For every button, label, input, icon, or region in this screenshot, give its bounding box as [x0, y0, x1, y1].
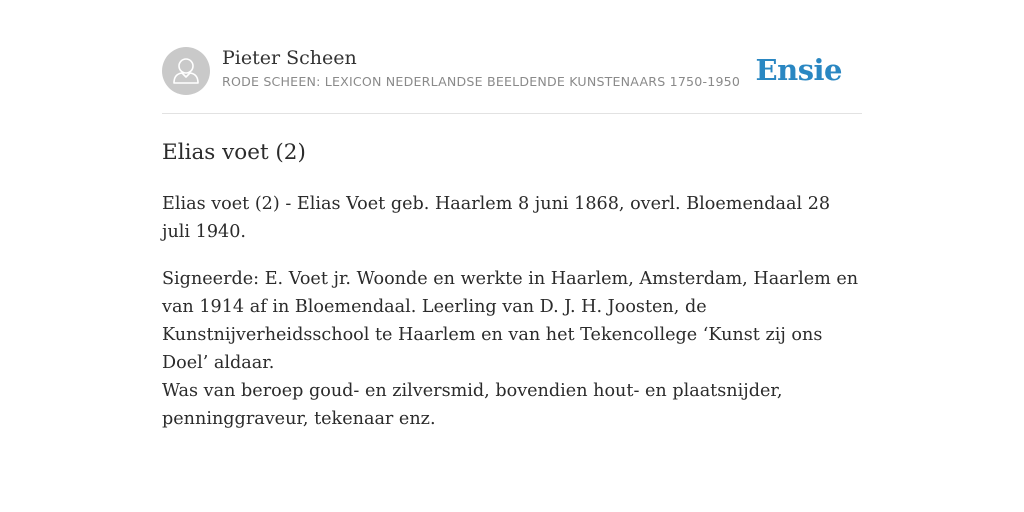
user-avatar-icon[interactable]	[162, 47, 210, 95]
header-divider	[162, 113, 862, 114]
source-name-link[interactable]: RODE SCHEEN: LEXICON NEDERLANDSE BEELDENDE KUNSTENAARS 1750-1950	[222, 74, 741, 89]
article-card	[162, 0, 862, 512]
ensie-logo[interactable]: Ensie	[755, 53, 842, 87]
article-paragraph: Signeerde: E. Voet jr. Woonde en werkte in Haarlem, Amsterdam, Haarlem en van 1914 af in Bloemendaal. Leerling van D. J. H. Joosten, de Kunstnijverheidsschool te Haarlem en van het Tekencollege ‘Kunst zij ons Doel’ aldaar.	[162, 269, 859, 373]
author-header	[162, 46, 862, 96]
article-title: Elias voet (2)	[162, 140, 306, 165]
article-paragraph: Was van beroep goud- en zilversmid, bovendien hout- en plaatsnijder, penninggraveur, tekenaar enz.	[162, 381, 783, 429]
article-paragraph: Elias voet (2) - Elias Voet geb. Haarlem 8 juni 1868, overl. Bloemendaal 28 juli 1940.	[162, 194, 831, 242]
user-silhouette-icon	[162, 47, 210, 95]
author-name-link[interactable]: Pieter Scheen	[222, 47, 357, 69]
